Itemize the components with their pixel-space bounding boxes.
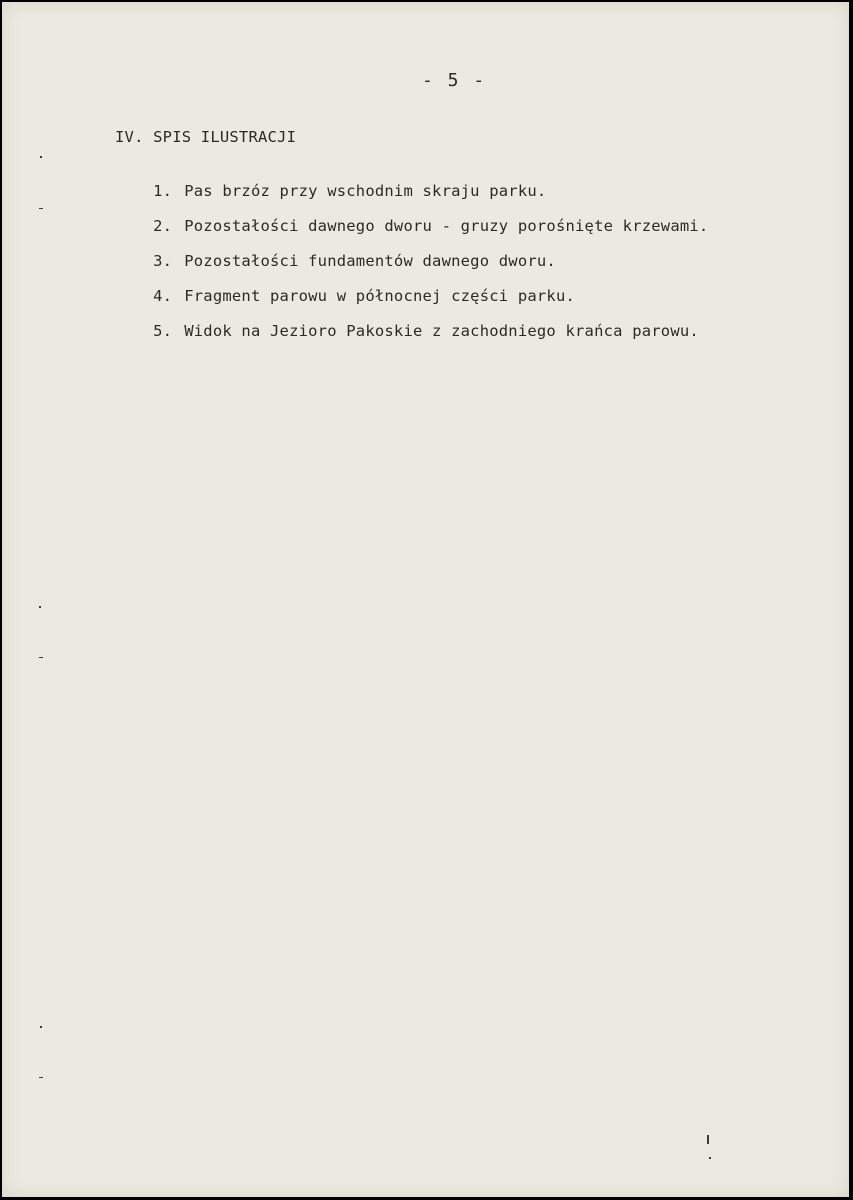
item-number: 5. (153, 322, 173, 340)
scan-mark (39, 208, 43, 209)
item-number: 1. (153, 182, 173, 200)
item-number: 4. (153, 287, 173, 305)
scan-mark (39, 1077, 43, 1078)
item-number: 3. (153, 252, 173, 270)
scan-mark (39, 606, 41, 608)
section-heading: IV. SPIS ILUSTRACJI (115, 128, 297, 146)
item-number: 2. (153, 217, 173, 235)
scan-mark (40, 156, 42, 158)
item-text: Pozostałości dawnego dworu - gruzy porośnięte krzewami. (184, 217, 709, 235)
list-item (115, 304, 699, 358)
scan-mark (709, 1157, 711, 1159)
item-text: Pozostałości fundamentów dawnego dworu. (184, 252, 556, 270)
document-page (2, 2, 849, 1197)
scan-mark (707, 1135, 709, 1144)
scan-mark (40, 1026, 42, 1028)
page-number: - 5 - (422, 70, 487, 91)
item-text: Pas brzóz przy wschodnim skraju parku. (184, 182, 547, 200)
item-text: Widok na Jezioro Pakoskie z zachodniego krańca parowu. (184, 322, 699, 340)
item-text: Fragment parowu w północnej części parku. (184, 287, 576, 305)
scan-mark (39, 657, 43, 658)
